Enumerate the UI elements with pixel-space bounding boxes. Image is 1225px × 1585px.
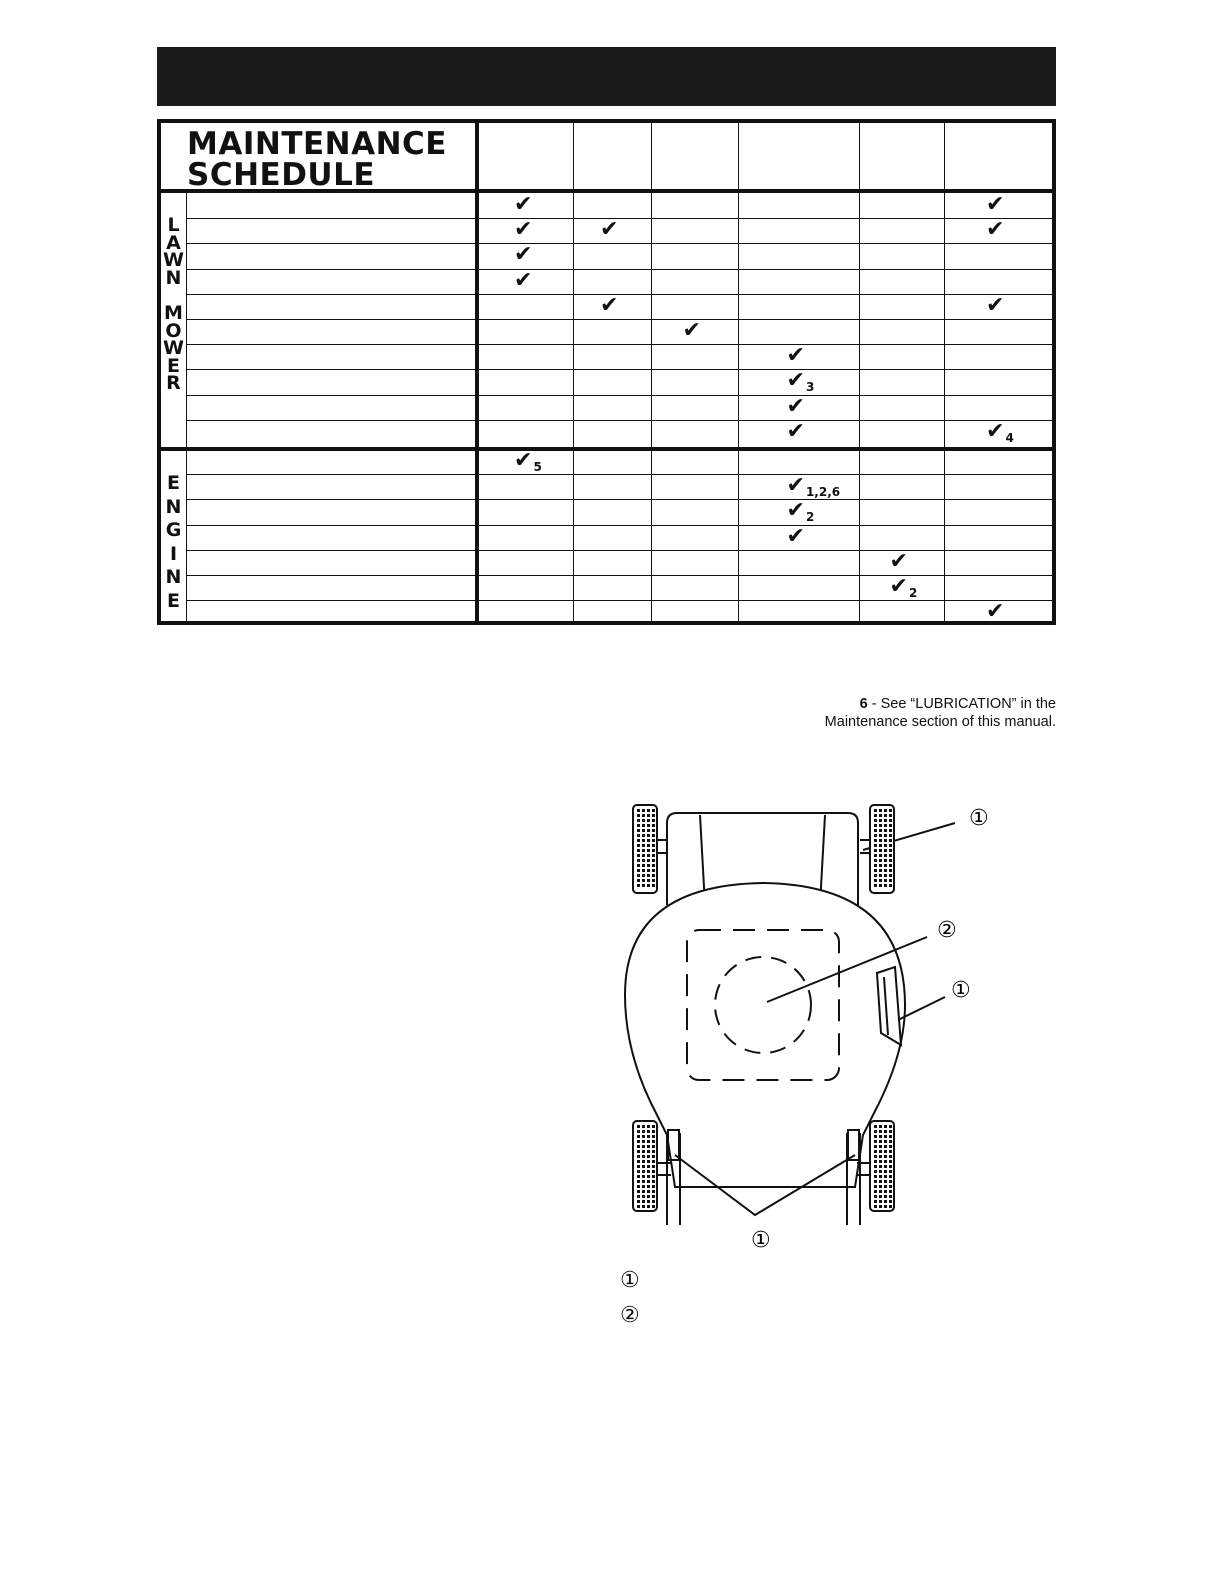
grid-hline — [186, 369, 1052, 370]
check-footnote: 5 — [533, 460, 542, 474]
grid-hline — [186, 344, 1052, 345]
check-footnote: 4 — [1005, 430, 1014, 445]
check-footnote: 2 — [805, 510, 815, 525]
grid-vline — [475, 123, 479, 621]
grid-hline — [186, 600, 1052, 601]
callout-2: ② — [937, 918, 957, 943]
check-footnote: 3 — [805, 380, 815, 395]
check-mark: ✔ — [600, 292, 619, 318]
grid-hline — [186, 269, 1052, 270]
grid-hline — [186, 218, 1052, 219]
check-mark: ✔ — [986, 292, 1005, 318]
grid-hline — [186, 575, 1052, 576]
section-letter: W — [163, 337, 184, 360]
grid-hline — [161, 447, 1052, 451]
section-letter: E — [167, 354, 180, 377]
mower-underside-diagram — [605, 795, 1025, 1255]
section-letter: O — [165, 319, 182, 342]
check-mark: ✔ — [786, 418, 805, 444]
check-mark: $✔_4$ — [986, 418, 1014, 445]
check-mark: ✔ — [889, 548, 908, 574]
header-bar — [157, 47, 1056, 106]
check-mark: ✔ — [514, 267, 533, 293]
section-letter: A — [166, 231, 181, 254]
section-letter: R — [166, 372, 181, 395]
title-line-1: MAINTENANCE — [187, 126, 447, 162]
check-mark: ✔ — [786, 343, 805, 369]
section-letter: W — [163, 249, 184, 272]
check-mark: $✔_3$ — [786, 368, 815, 395]
section-label-lawn-mower — [161, 214, 186, 395]
section-letter: M — [164, 301, 183, 324]
grid-vline — [651, 123, 652, 621]
section-letter: N — [165, 495, 182, 518]
section-letter: E — [167, 472, 180, 494]
section-letter: N — [165, 266, 182, 289]
section-letter: L — [167, 214, 180, 236]
check-mark: ✔ — [514, 217, 533, 243]
check-mark: $✔_{1,2,6}$ — [786, 473, 841, 500]
check-footnote: 1,2,6 — [805, 485, 841, 500]
footnote-6 — [825, 695, 1056, 731]
grid-hline — [186, 395, 1052, 396]
section-letter: G — [165, 519, 182, 541]
grid-vline — [573, 123, 574, 621]
check-mark: ✔ — [986, 599, 1005, 625]
grid-hline — [186, 550, 1052, 551]
check-mark: $✔_5$ — [514, 448, 542, 474]
callout-1-bottom: ① — [751, 1228, 771, 1253]
section-label-engine — [161, 472, 186, 613]
legend-item-2: ② — [620, 1302, 640, 1327]
check-mark: $✔_2$ — [889, 574, 918, 600]
grid-hline — [186, 294, 1052, 295]
grid-hline — [161, 189, 1052, 193]
maintenance-schedule-table — [157, 119, 1056, 625]
check-mark: ✔ — [514, 242, 533, 268]
legend-item-1: ① — [620, 1267, 640, 1292]
grid-vline — [738, 123, 739, 621]
grid-vline — [186, 193, 187, 621]
check-mark: ✔ — [786, 393, 805, 419]
section-letter: I — [169, 542, 178, 565]
grid-vline — [944, 123, 945, 621]
grid-hline — [186, 474, 1052, 475]
section-letter: E — [167, 589, 180, 612]
check-mark: ✔ — [600, 217, 619, 243]
check-mark: ✔ — [682, 318, 701, 343]
grid-hline — [186, 499, 1052, 500]
check-mark: ✔ — [786, 523, 805, 549]
callout-1-side: ① — [951, 978, 971, 1003]
check-mark: ✔ — [986, 217, 1005, 243]
schedule-title — [187, 126, 487, 193]
grid-hline — [186, 243, 1052, 244]
grid-hline — [186, 319, 1052, 320]
callout-1-top: ① — [969, 806, 989, 831]
check-mark: ✔ — [514, 192, 533, 217]
grid-vline — [859, 123, 860, 621]
check-mark: $✔_2$ — [786, 498, 815, 525]
footnote-number: 6 — [859, 696, 868, 712]
footnote-text-2: Maintenance section of this manual. — [824, 714, 1056, 730]
footnote-text-1: - See “LUBRICATION” in the — [867, 696, 1056, 712]
grid-hline — [186, 525, 1052, 526]
title-line-2: SCHEDULE — [187, 157, 376, 193]
grid-hline — [186, 420, 1052, 421]
check-mark: ✔ — [986, 192, 1005, 217]
section-letter: N — [165, 566, 182, 588]
check-footnote: 2 — [908, 586, 918, 600]
